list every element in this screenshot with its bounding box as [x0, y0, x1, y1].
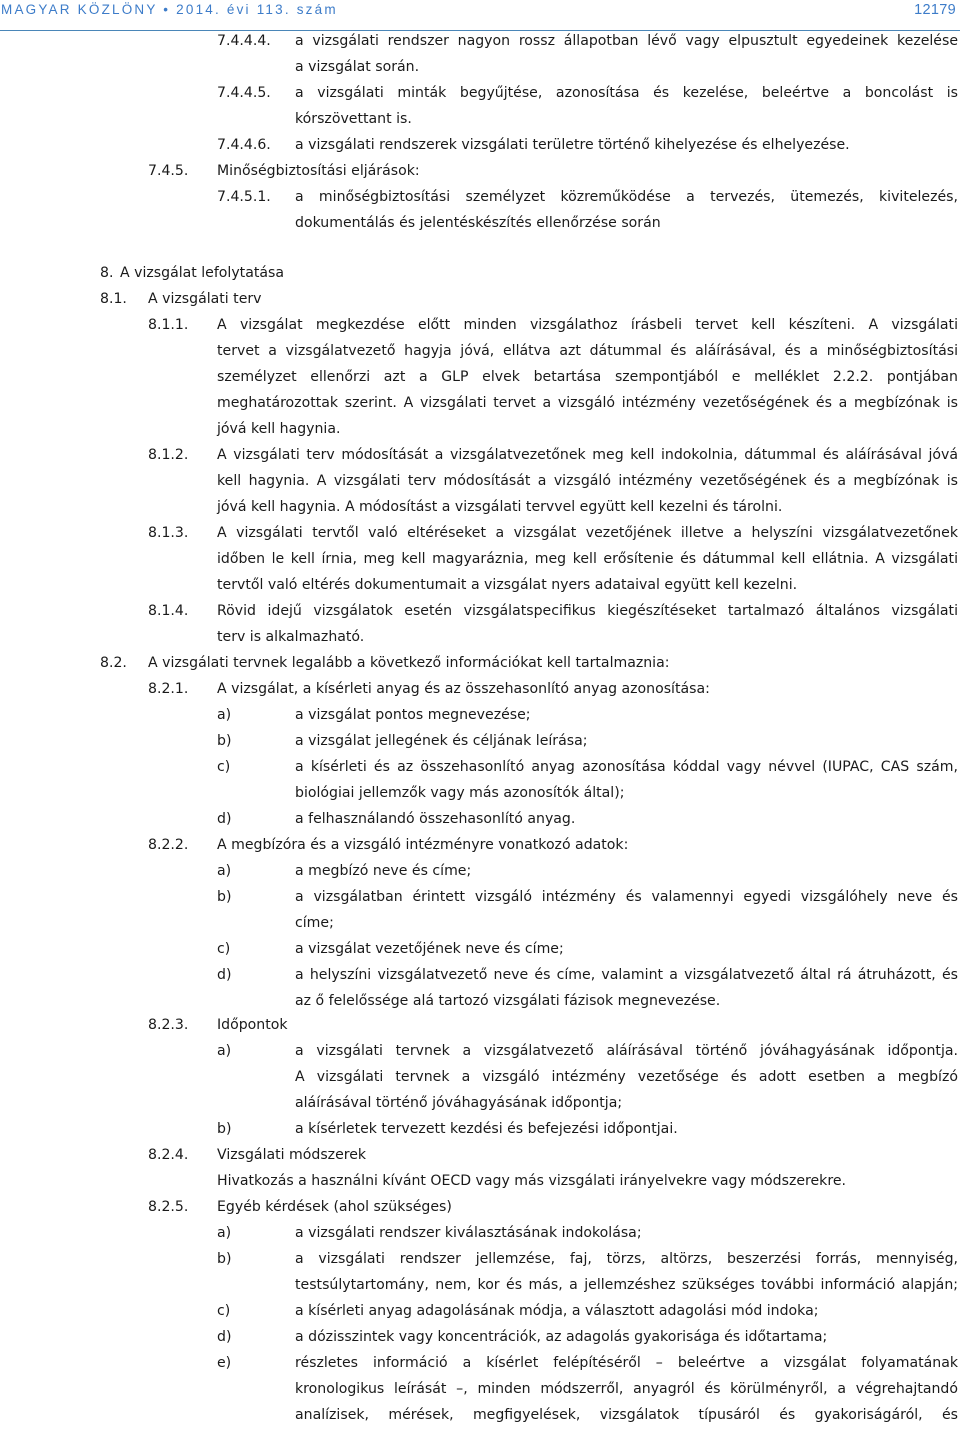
- paragraph-line: a helyszíni vizsgálatvezető neve és címe, valamint a vizsgálatvezető által rá átruházott, és: [295, 967, 958, 983]
- paragraph-line: a vizsgálati rendszerek vizsgálati területre történő kihelyezése és elhelyezése.: [295, 137, 850, 153]
- section-number: 8.2.1.: [148, 681, 189, 697]
- paragraph-line: jóvá kell hagynia. A módosítást a vizsgálati tervvel együtt kell kezelni és tárolni.: [217, 499, 783, 515]
- section-number: 8.1.4.: [148, 603, 189, 619]
- section-number: 8.: [100, 265, 114, 281]
- paragraph-line: Vizsgálati módszerek: [217, 1147, 367, 1163]
- section-number: 7.4.4.6.: [217, 137, 271, 153]
- section-number: a): [217, 1225, 232, 1241]
- section-number: c): [217, 941, 231, 957]
- paragraph-line: kórszövettant is.: [295, 111, 412, 127]
- section-number: 8.1.2.: [148, 447, 189, 463]
- section-number: a): [217, 1043, 232, 1059]
- paragraph-line: aláírásával történő jóváhagyásának időpontja;: [295, 1095, 623, 1111]
- paragraph-line: jóvá kell hagynia.: [217, 421, 341, 437]
- paragraph-line: a megbízó neve és címe;: [295, 863, 472, 879]
- section-number: 7.4.4.5.: [217, 85, 271, 101]
- page-number: 12179: [914, 2, 956, 18]
- paragraph-line: A vizsgálati terv: [148, 291, 262, 307]
- paragraph-line: részletes információ a kísérlet felépítéséről – beleértve a vizsgálat folyamatának: [295, 1355, 958, 1371]
- section-number: 8.2.3.: [148, 1017, 189, 1033]
- journal-title: MAGYAR KÖZLÖNY • 2014. évi 113. szám: [1, 2, 338, 17]
- paragraph-line: időben le kell írnia, meg kell magyaráznia, meg kell erősítenie és dátummal kell ellátnia. A vizsgálati: [217, 551, 958, 567]
- section-number: 8.1.: [100, 291, 127, 307]
- paragraph-line: Egyéb kérdések (ahol szükséges): [217, 1199, 452, 1215]
- section-number: b): [217, 1121, 232, 1137]
- paragraph-line: kell hagynia. A vizsgálati terv módosítását a vizsgáló intézmény vezetőségének és a megbízónak is: [217, 473, 958, 489]
- section-number: d): [217, 967, 232, 983]
- section-number: 7.4.4.4.: [217, 33, 271, 49]
- section-number: 8.2.2.: [148, 837, 189, 853]
- paragraph-line: az ő felelőssége alá tartozó vizsgálati fázisok megnevezése.: [295, 993, 721, 1009]
- section-number: 7.4.5.1.: [217, 189, 271, 205]
- section-number: 8.1.1.: [148, 317, 189, 333]
- section-number: b): [217, 889, 232, 905]
- section-number: b): [217, 1251, 232, 1267]
- paragraph-line: személyzet ellenőrzi azt a GLP elvek betartása szempontjából e melléklet 2.2.2. pontjában: [217, 369, 958, 385]
- paragraph-line: a vizsgálat vezetőjének neve és címe;: [295, 941, 564, 957]
- paragraph-line: a minőségbiztosítási személyzet közreműködése a tervezés, ütemezés, kivitelezés,: [295, 189, 958, 205]
- section-number: c): [217, 1303, 231, 1319]
- section-number: 7.4.5.: [148, 163, 189, 179]
- paragraph-line: A vizsgálati tervnek legalább a következő információkat kell tartalmaznia:: [148, 655, 670, 671]
- paragraph-line: a vizsgálati tervnek a vizsgálatvezető aláírásával történő jóváhagyásának időpontja.: [295, 1043, 958, 1059]
- paragraph-line: a vizsgálat jellegének és céljának leírása;: [295, 733, 588, 749]
- paragraph-line: a vizsgálati rendszer nagyon rossz állapotban lévő vagy elpusztult egyedeinek kezelése: [295, 33, 958, 49]
- section-number: d): [217, 1329, 232, 1345]
- paragraph-line: biológiai jellemzők vagy más azonosítók által);: [295, 785, 625, 801]
- paragraph-line: a vizsgálati rendszer kiválasztásának indokolása;: [295, 1225, 642, 1241]
- section-number: 8.2.5.: [148, 1199, 189, 1215]
- paragraph-line: A vizsgálati terv módosítását a vizsgálatvezetőnek meg kell indokolnia, dátummal és aláírásával jóvá: [217, 447, 958, 463]
- paragraph-line: a kísérleti anyag adagolásának módja, a választott adagolási mód indoka;: [295, 1303, 819, 1319]
- section-number: b): [217, 733, 232, 749]
- paragraph-line: címe;: [295, 915, 334, 931]
- paragraph-line: meghatározottak szerint. A vizsgálati tervet a vizsgáló intézmény vezetőségének és a megbízónak is: [217, 395, 958, 411]
- paragraph-line: a vizsgálat pontos megnevezése;: [295, 707, 531, 723]
- paragraph-line: A vizsgálat megkezdése előtt minden vizsgálathoz írásbeli tervet kell készíteni. A vizsgálati: [217, 317, 958, 333]
- paragraph-line: Minőségbiztosítási eljárások:: [217, 163, 420, 179]
- paragraph-line: a kísérletek tervezett kezdési és befejezési időpontjai.: [295, 1121, 678, 1137]
- paragraph-line: dokumentálás és jelentéskészítés ellenőrzése során: [295, 215, 661, 231]
- paragraph-line: tervet a vizsgálatvezető hagyja jóvá, ellátva azt dátummal és aláírásával, és a minőségbiztosítási: [217, 343, 958, 359]
- paragraph-line: A vizsgálat, a kísérleti anyag és az összehasonlító anyag azonosítása:: [217, 681, 710, 697]
- section-number: d): [217, 811, 232, 827]
- paragraph-line: analízisek, mérések, megfigyelések, vizsgálatok típusáról és gyakoriságáról, és: [295, 1407, 958, 1423]
- paragraph-line: A megbízóra és a vizsgáló intézményre vonatkozó adatok:: [217, 837, 629, 853]
- paragraph-line: a vizsgálati minták begyűjtése, azonosítása és kezelése, beleértve a boncolást is: [295, 85, 958, 101]
- section-number: 8.1.3.: [148, 525, 189, 541]
- paragraph-line: kronologikus leírását –, minden módszerről, anyagról és körülményről, a végrehajtandó: [295, 1381, 958, 1397]
- paragraph-line: A vizsgálati tervtől való eltéréseket a vizsgálat vezetőjének illetve a helyszíni vizsgálatvezetőnek: [217, 525, 958, 541]
- section-number: a): [217, 863, 232, 879]
- section-number: 8.2.: [100, 655, 127, 671]
- paragraph-line: a vizsgálatban érintett vizsgáló intézmény és valamennyi egyedi vizsgálóhely neve és: [295, 889, 958, 905]
- section-number: a): [217, 707, 232, 723]
- paragraph-line: Időpontok: [217, 1017, 288, 1033]
- paragraph-line: tervtől való eltérés dokumentumait a vizsgálat nyers adataival együtt kell kezelni.: [217, 577, 798, 593]
- paragraph-line: a kísérleti és az összehasonlító anyag azonosítása kóddal vagy névvel (IUPAC, CAS szám,: [295, 759, 958, 775]
- section-number: 8.2.4.: [148, 1147, 189, 1163]
- paragraph-line: terv is alkalmazható.: [217, 629, 365, 645]
- paragraph-line: a vizsgálat során.: [295, 59, 420, 75]
- paragraph-line: Hivatkozás a használni kívánt OECD vagy más vizsgálati irányelvekre vagy módszerekre.: [217, 1173, 846, 1189]
- paragraph-line: A vizsgálati tervnek a vizsgáló intézmény vezetősége és adott esetben a megbízó: [295, 1069, 958, 1085]
- paragraph-line: a vizsgálati rendszer jellemzése, faj, törzs, altörzs, beszerzési forrás, mennyiség,: [295, 1251, 958, 1267]
- paragraph-line: A vizsgálat lefolytatása: [120, 265, 284, 281]
- paragraph-line: a felhasználandó összehasonlító anyag.: [295, 811, 576, 827]
- section-number: e): [217, 1355, 232, 1371]
- paragraph-line: testsúlytartomány, nem, kor és más, a jellemzéshez szükséges további információ alapján;: [295, 1277, 958, 1293]
- paragraph-line: Rövid idejű vizsgálatok esetén vizsgálatspecifikus kiegészítéseket tartalmazó általános vizsgálati: [217, 603, 958, 619]
- paragraph-line: a dózisszintek vagy koncentrációk, az adagolás gyakorisága és időtartama;: [295, 1329, 828, 1345]
- section-number: c): [217, 759, 231, 775]
